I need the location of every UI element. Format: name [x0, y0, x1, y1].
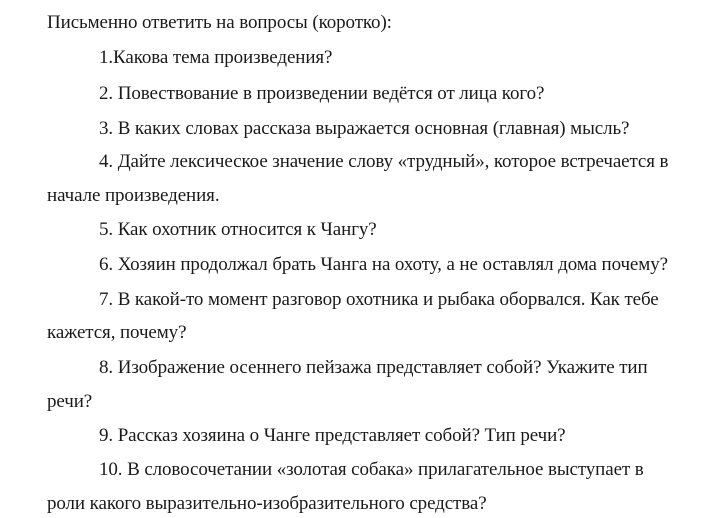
question-8: 8. Изображение осеннего пейзажа представляет собой? Укажите тип — [99, 357, 648, 378]
question-9: 9. Рассказ хозяина о Чанге представляет собой? Тип речи? — [99, 425, 566, 446]
document-heading: Письменно ответить на вопросы (коротко): — [47, 12, 392, 33]
question-5: 5. Как охотник относится к Чангу? — [99, 219, 377, 240]
question-1: 1.Какова тема произведения? — [99, 47, 333, 68]
question-6: 6. Хозяин продолжал брать Чанга на охоту, а не оставлял дома почему? — [99, 254, 668, 275]
question-4-continuation: начале произведения. — [47, 185, 220, 206]
question-7-continuation: кажется, почему? — [47, 322, 187, 343]
question-3: 3. В каких словах рассказа выражается основная (главная) мысль? — [99, 118, 630, 139]
question-2: 2. Повествование в произведении ведётся от лица кого? — [99, 83, 545, 104]
question-7: 7. В какой-то момент разговор охотника и рыбака оборвался. Как тебе — [99, 289, 659, 310]
question-4: 4. Дайте лексическое значение слову «трудный», которое встречается в — [99, 151, 669, 172]
question-10: 10. В словосочетании «золотая собака» прилагательное выступает в — [99, 459, 644, 480]
question-8-continuation: речи? — [47, 391, 93, 412]
question-10-continuation: роли какого выразительно-изобразительного средства? — [47, 493, 487, 514]
